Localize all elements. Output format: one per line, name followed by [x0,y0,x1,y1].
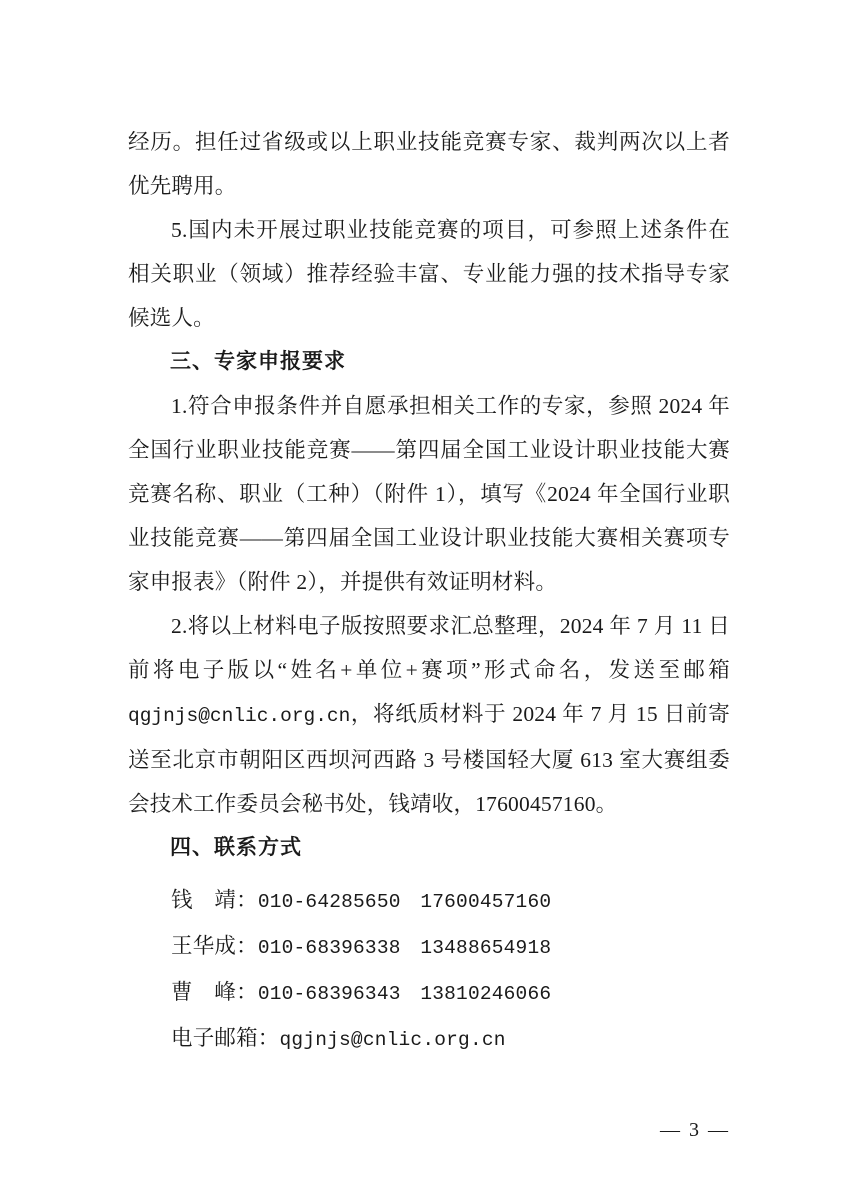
page-footer [0,1119,730,1142]
contact-numbers-qian-jing: 010-64285650 17600457160 [257,891,552,913]
paragraph-item-3-2 [128,604,730,826]
contact-row-qian-jing [128,878,730,924]
paragraph-item-3-1: 1.符合申报条件并自愿承担相关工作的专家，参照 2024 年全国行业职业技能竞赛——第四届全国工业设计职业技能大赛竞赛名称、职业（工种）（附件 1），填写《2024 年全国行业职业技能竞赛——第四届全国工业设计职业技能大赛相关赛项专家申报表》（附件 2），并提供有效证明材料。 [128,394,730,594]
contact-email-label: 电子邮箱： [171,1026,280,1050]
heading-section-three: 三、专家申报要求 [170,350,346,373]
page-number: — 3 — [660,1119,730,1141]
paragraph-continued: 经历。担任过省级或以上职业技能竞赛专家、裁判两次以上者优先聘用。 [128,130,730,198]
contact-name-wang-huacheng: 王华成： [171,934,258,958]
spacer [128,870,730,878]
contact-name-qian-jing: 钱 靖： [171,888,258,912]
contact-name-cao-feng: 曹 峰： [171,980,258,1004]
document-body [128,120,730,1062]
contact-numbers-cao-feng: 010-68396343 13810246066 [257,983,552,1005]
paragraph-item-5: 5.国内未开展过职业技能竞赛的项目，可参照上述条件在相关职业（领域）推荐经验丰富、专业能力强的技术指导专家候选人。 [128,218,730,330]
submission-email-inline: qgjnjs@cnlic.org.cn [128,705,351,727]
contact-email-value: qgjnjs@cnlic.org.cn [279,1029,506,1051]
contact-row-wang-huacheng [128,924,730,970]
contact-row-cao-feng [128,970,730,1016]
heading-section-four: 四、联系方式 [170,836,302,859]
contact-numbers-wang-huacheng: 010-68396338 13488654918 [257,937,552,959]
paragraph-item-3-2-part1: 2.将以上材料电子版按照要求汇总整理，2024 年 7 月 11 日前将电子版以“姓名+单位+赛项”形式命名，发送至邮箱 [128,614,730,682]
contact-row-email [128,1016,730,1062]
paragraph-item-3-2-part2: ，将纸质材料于 2024 年 7 月 15 日前寄送至北京市朝阳区西坝河西路 3 号楼国轻大厦 613 室大赛组委会技术工作委员会秘书处，钱靖收，17600457160。 [128,702,730,816]
